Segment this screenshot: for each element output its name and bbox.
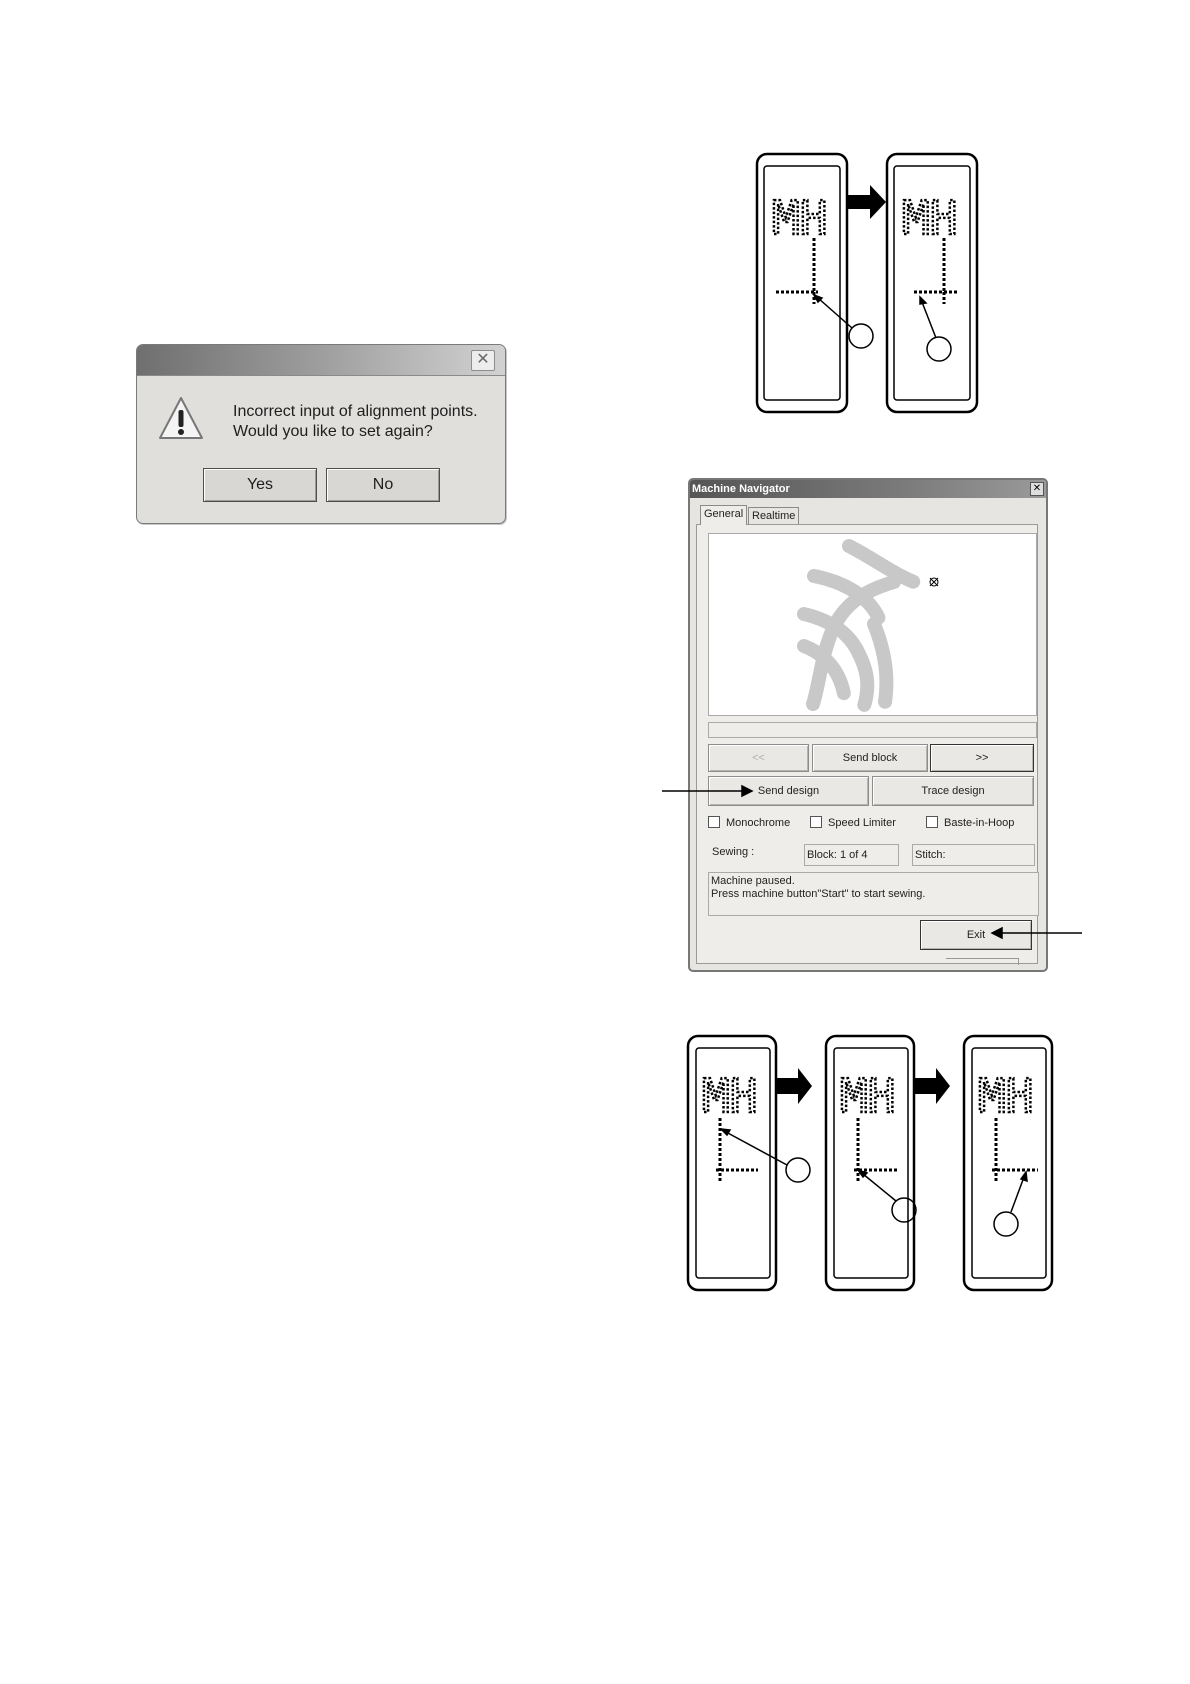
checkbox-box[interactable] — [810, 816, 822, 828]
tab-general[interactable]: General — [700, 505, 747, 525]
window-title: Machine Navigator — [692, 483, 790, 495]
lcd-text: MH — [840, 1069, 896, 1123]
lcd-panel-2 — [826, 1036, 914, 1290]
no-button[interactable]: No — [326, 468, 440, 502]
block-field: Block: 1 of 4 — [804, 844, 899, 866]
machine-navigator-window — [688, 478, 1048, 972]
needle-position-icon — [930, 578, 938, 586]
baste-in-hoop-label: Baste-in-Hoop — [944, 817, 1015, 829]
monochrome-checkbox[interactable] — [708, 816, 790, 829]
arrow-right-icon — [846, 185, 886, 219]
resize-grip[interactable] — [946, 958, 1019, 965]
status-message — [708, 872, 1039, 916]
dialog-message — [233, 402, 478, 442]
message-line-2: Would you like to set again? — [233, 423, 433, 440]
dialog-titlebar — [137, 345, 505, 376]
speed-limiter-checkbox[interactable] — [810, 816, 896, 829]
send-design-button[interactable]: Send design — [708, 776, 869, 806]
lcd-sequence-top — [752, 152, 982, 418]
lcd-text: MH — [702, 1069, 758, 1123]
arrow-right-icon — [776, 1068, 812, 1104]
arrow-right-icon — [914, 1068, 950, 1104]
checkbox-box[interactable] — [926, 816, 938, 828]
sewing-progress-bar — [708, 722, 1037, 738]
message-line-1: Incorrect input of alignment points. — [233, 403, 478, 420]
speed-limiter-label: Speed Limiter — [828, 817, 896, 829]
checkbox-box[interactable] — [708, 816, 720, 828]
warning-icon — [157, 395, 205, 443]
trace-design-button[interactable]: Trace design — [872, 776, 1034, 806]
lcd-panel-3 — [964, 1036, 1052, 1290]
lcd-text: MH — [902, 191, 958, 245]
tab-realtime[interactable]: Realtime — [748, 507, 799, 525]
lcd-panel-1 — [688, 1036, 776, 1290]
design-preview — [708, 533, 1037, 716]
close-icon[interactable]: ✕ — [1030, 482, 1044, 496]
lcd-text: MH — [772, 191, 828, 245]
exit-button[interactable]: Exit — [920, 920, 1032, 950]
lcd-sequence-bottom — [686, 1034, 1058, 1294]
navigator-titlebar — [690, 480, 1046, 498]
close-icon[interactable]: ✕ — [471, 350, 495, 371]
lcd-panel-1 — [757, 154, 847, 412]
yes-button[interactable]: Yes — [203, 468, 317, 502]
lcd-panel-2 — [887, 154, 977, 412]
sewing-label: Sewing : — [712, 846, 755, 858]
send-block-button[interactable]: Send block — [812, 744, 928, 772]
status-line-1: Machine paused. — [711, 875, 795, 887]
monochrome-label: Monochrome — [726, 817, 791, 829]
baste-in-hoop-checkbox[interactable] — [926, 816, 1014, 829]
alignment-error-dialog — [136, 344, 506, 524]
lcd-text: MH — [978, 1069, 1034, 1123]
embroidery-design-preview — [709, 534, 1036, 715]
status-line-2: Press machine button"Start" to start sewing. — [711, 888, 926, 900]
previous-block-button[interactable]: << — [708, 744, 809, 772]
next-block-button[interactable]: >> — [930, 744, 1034, 772]
stitch-field: Stitch: — [912, 844, 1035, 866]
